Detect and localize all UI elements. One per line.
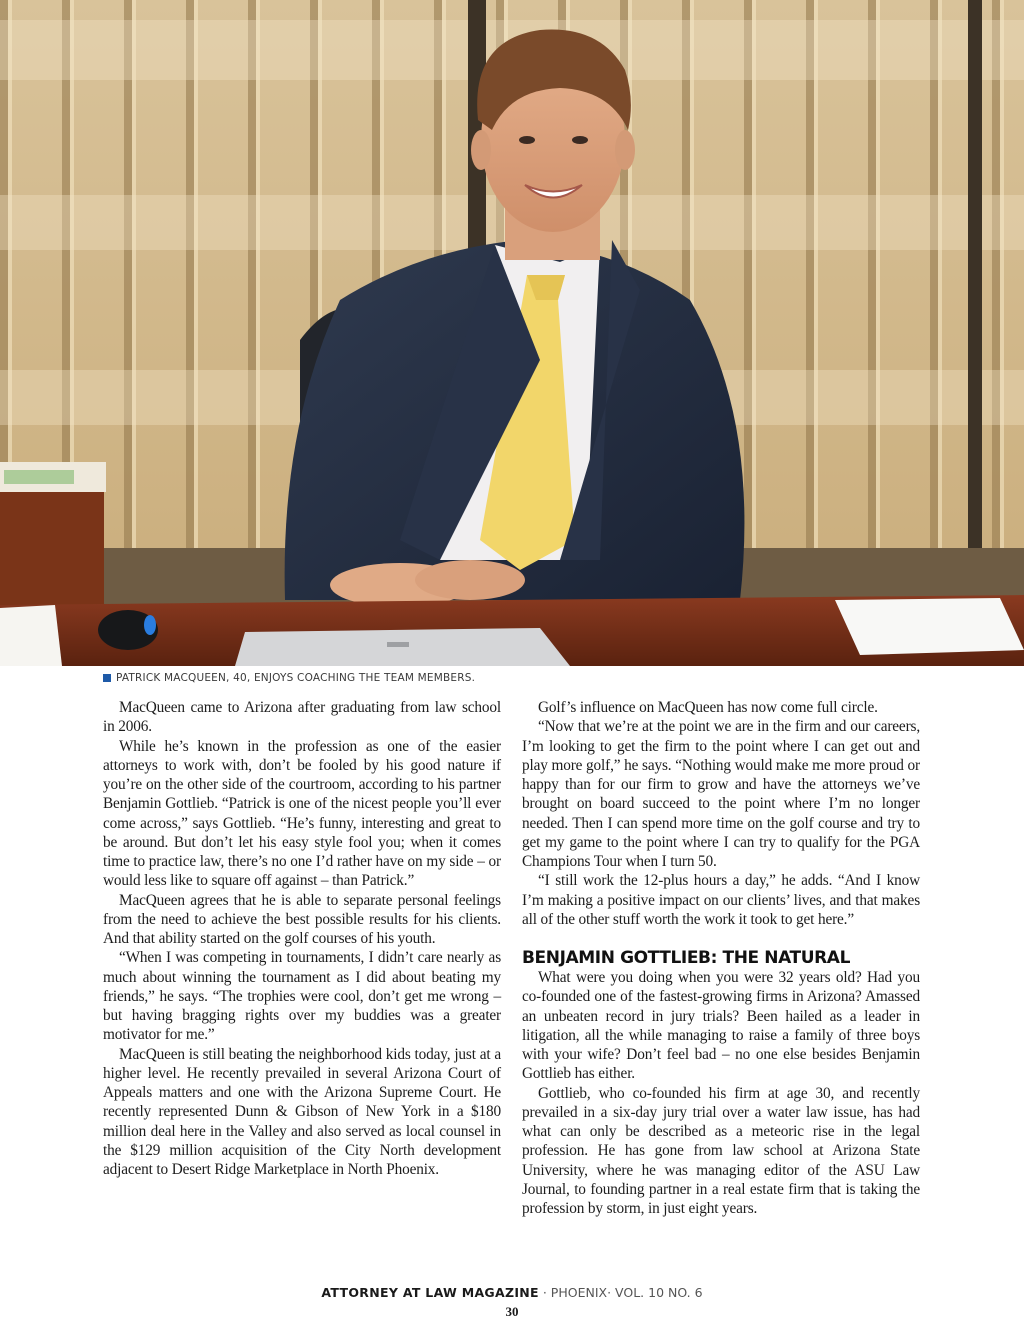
paragraph: “I still work the 12-plus hours a day,” he adds. “And I know I’m making a positive impact on our clients’ lives, and that makes all of the other stuff worth the work it took to get here.” [522,872,920,928]
page-footer [0,1285,1024,1300]
portrait-photo [0,0,1024,666]
magazine-name: ATTORNEY AT LAW MAGAZINE [321,1285,539,1300]
paragraph: What were you doing when you were 32 years old? Had you co-founded one of the fastest-growing firms in Arizona? Amassed an unbeaten record in jury trials? Been hailed as a leader in litigation, all the while managing to raise a family of three boys with your wife? Don’t feel bad – no one else besides Benjamin Gottlieb has either. [522,969,920,1083]
paragraph: Gottlieb, who co-founded his firm at age 30, and recently prevailed in a six-day jury trial over a water law issue, has had what can only be described as a meteoric rise in the legal profession. He has gone from law school at Arizona State University, where he was managing editor of the ASU Law Journal, to founding partner in a real estate firm that is taking the profession by storm, in just eight years. [522,1084,920,1217]
article-left-column [103,698,501,1179]
article-right-column [522,698,920,1218]
photo-caption [103,670,475,686]
edition-info: · PHOENIX· VOL. 10 NO. 6 [538,1285,703,1300]
paragraph: MacQueen agrees that he is able to separate personal feelings from the need to achieve the best possible results for his clients. And that ability started on the golf courses of his youth. [103,891,501,947]
section-heading: BENJAMIN GOTTLIEB: THE NATURAL [522,948,851,968]
paragraph: MacQueen is still beating the neighborhood kids today, just at a higher level. He recently prevailed in several Arizona Court of Appeals matters and one with the Arizona Supreme Court. He recently represented Dunn & Gibson of New York in a $180 million deal here in the Valley and also served as local counsel in the $129 million acquisition of the City North development adjacent to Desert Ridge Marketplace in North Phoenix. [103,1045,501,1178]
paragraph: “Now that we’re at the point we are in the firm and our careers, I’m looking to get the firm to the point where I can get out and play more golf,” he says. “Nothing would make me more proud or happy than for our firm to grow and have the attorneys we’ve brought on board succeed to the point where I’m no longer needed. Then I can spend more time on the golf course and try to get my game to the point where I can try to qualify for the PGA Champions Tour when I turn 50. [522,718,920,870]
paragraph: While he’s known in the profession as one of the easier attorneys to work with, don’t be fooled by his good nature if you’re on the other side of the courtroom, according to his partner Benjamin Gottlieb. “Patrick is one of the nicest people you’ll ever come across,” says Gottlieb. “He’s funny, interesting and great to be around. But don’t let his easy style fool you; when it comes time to practice law, there’s no one I’d rather have on my side – or would less like to square off against – than Patrick.” [103,737,501,890]
page-number: 30 [505,1304,519,1319]
paragraph: “When I was competing in tournaments, I didn’t care nearly as much about winning the tournament as I did about beating my friends,” he says. “The trophies were cool, don’t get me wrong – but having bragging rights over my buddies was a greater motivator for me.” [103,949,501,1044]
caption-text: PATRICK MACQUEEN, 40, ENJOYS COACHING THE TEAM MEMBERS. [116,672,476,684]
paragraph: Golf’s influence on MacQueen has now come full circle. [538,699,878,716]
caption-marker-icon [103,674,111,682]
paragraph: MacQueen came to Arizona after graduating from law school in 2006. [103,699,501,736]
